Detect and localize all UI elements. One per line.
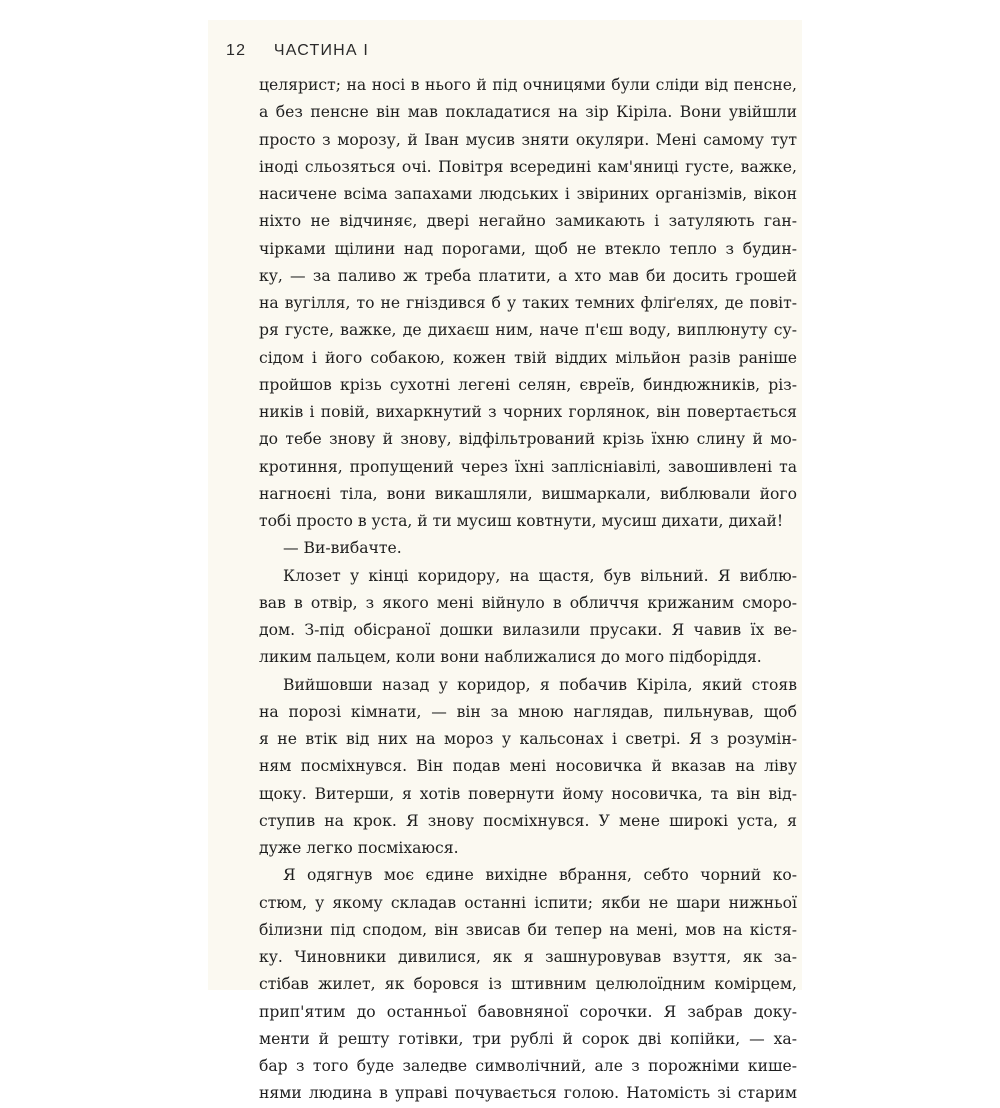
section-title: ЧАСТИНА І <box>273 42 370 59</box>
text-line: вав в отвір, з якого мені війнуло в обличчя крижаним сморо- <box>259 593 797 612</box>
text-line: стюм, у якому складав останні іспити; якби не шари нижньої <box>259 893 797 912</box>
running-head <box>226 42 369 60</box>
text-line: менти й решту готівки, три рублі й сорок дві копійки, — ха- <box>259 1029 797 1048</box>
text-line: ря густе, важке, де дихаєш ним, наче п'єш воду, виплюнуту су- <box>259 321 797 340</box>
text-line: ку, — за паливо ж треба платити, а хто мав би досить грошей <box>259 266 797 285</box>
text-line: Вийшовши назад у коридор, я побачив Кіріла, який стояв <box>283 675 797 694</box>
text-line: на порозі кімнати, — він за мною наглядав, пильнував, щоб <box>259 702 797 721</box>
text-line: ступив на крок. Я знову посміхнувся. У мене широкі уста, я <box>259 811 797 830</box>
body-text <box>259 72 797 1108</box>
text-line: Я одягнув моє єдине вихідне вбрання, себто чорний ко- <box>283 866 797 885</box>
text-line: тобі просто в уста, й ти мусиш ковтнути, мусиш дихати, дихай! <box>259 512 784 530</box>
text-line: целярист; на носі в нього й під очницями були сліди від пенсне, <box>259 76 797 94</box>
text-line: до тебе знову й знову, відфільтрований крізь їхню слину й мо- <box>259 430 797 449</box>
text-line: нями людина в управі почувається голою. Натомість зі старим <box>259 1084 797 1103</box>
text-line: ням посміхнувся. Він подав мені носовичка й вказав на ліву <box>259 757 797 776</box>
text-line: а без пенсне він мав покладатися на зір Кіріла. Вони увійшли <box>259 103 797 122</box>
text-line: сідом і його собакою, кожен твій віддих мільйон разів раніше <box>259 348 797 367</box>
text-line: чірками щілини над порогами, щоб не втекло тепло з будин- <box>259 239 797 258</box>
text-line: прип'ятим до останньої бавовняної сорочки. Я забрав доку- <box>259 1002 797 1021</box>
text-line: просто з морозу, й Іван мусив зняти окуляри. Мені самому тут <box>259 130 797 149</box>
text-line: ніхто не відчиняє, двері негайно замикають і затуляють ган- <box>259 212 797 231</box>
text-line: кротиння, пропущений через їхні заплісніавілі, завошивлені та <box>259 457 797 476</box>
text-line: ликим пальцем, коли вони наближалися до мого підборіддя. <box>259 648 762 667</box>
text-line: насичене всіма запахами людських і звіриних організмів, вікон <box>259 185 797 203</box>
text-line: ку. Чиновники дивилися, як я зашнуровував взуття, як за- <box>259 948 797 966</box>
text-line: щоку. Витерши, я хотів повернути йому носовичка, та він від- <box>259 784 797 803</box>
text-line: на вугілля, то не гніздився б у таких темних фліґелях, де повіт- <box>259 294 797 312</box>
text-line: пройшов крізь сухотні легені селян, євреїв, биндюжників, різ- <box>259 375 797 394</box>
text-line: білизни під сподом, він звисав би тепер на мені, мов на кістя- <box>259 920 797 939</box>
text-line: дом. З-під обісраної дошки вилазили прусаки. Я чавив їх ве- <box>259 621 797 639</box>
text-line: дуже легко посміхаюся. <box>259 839 459 857</box>
text-line: іноді сльозяться очі. Повітря всередині кам'яниці густе, важке, <box>259 157 797 176</box>
text-line: я не втік від них на мороз у кальсонах і светрі. Я з розумін- <box>259 730 797 748</box>
text-line: — Ви-вибачте. <box>283 539 402 558</box>
text-line: Клозет у кінці коридору, на щастя, був вільний. Я виблю- <box>283 566 797 585</box>
text-line: бар з того буде заледве символічний, але з порожніми кише- <box>259 1057 797 1075</box>
text-line: стібав жилет, як боровся із штивним целюлоїдним комірцем, <box>259 975 797 994</box>
text-line: ників і повій, вихаркнутий з чорних горлянок, він повертається <box>259 403 797 421</box>
page-number: 12 <box>226 42 247 59</box>
text-line: нагноєні тіла, вони викашляли, вишмаркали, виблювали його <box>259 484 797 503</box>
